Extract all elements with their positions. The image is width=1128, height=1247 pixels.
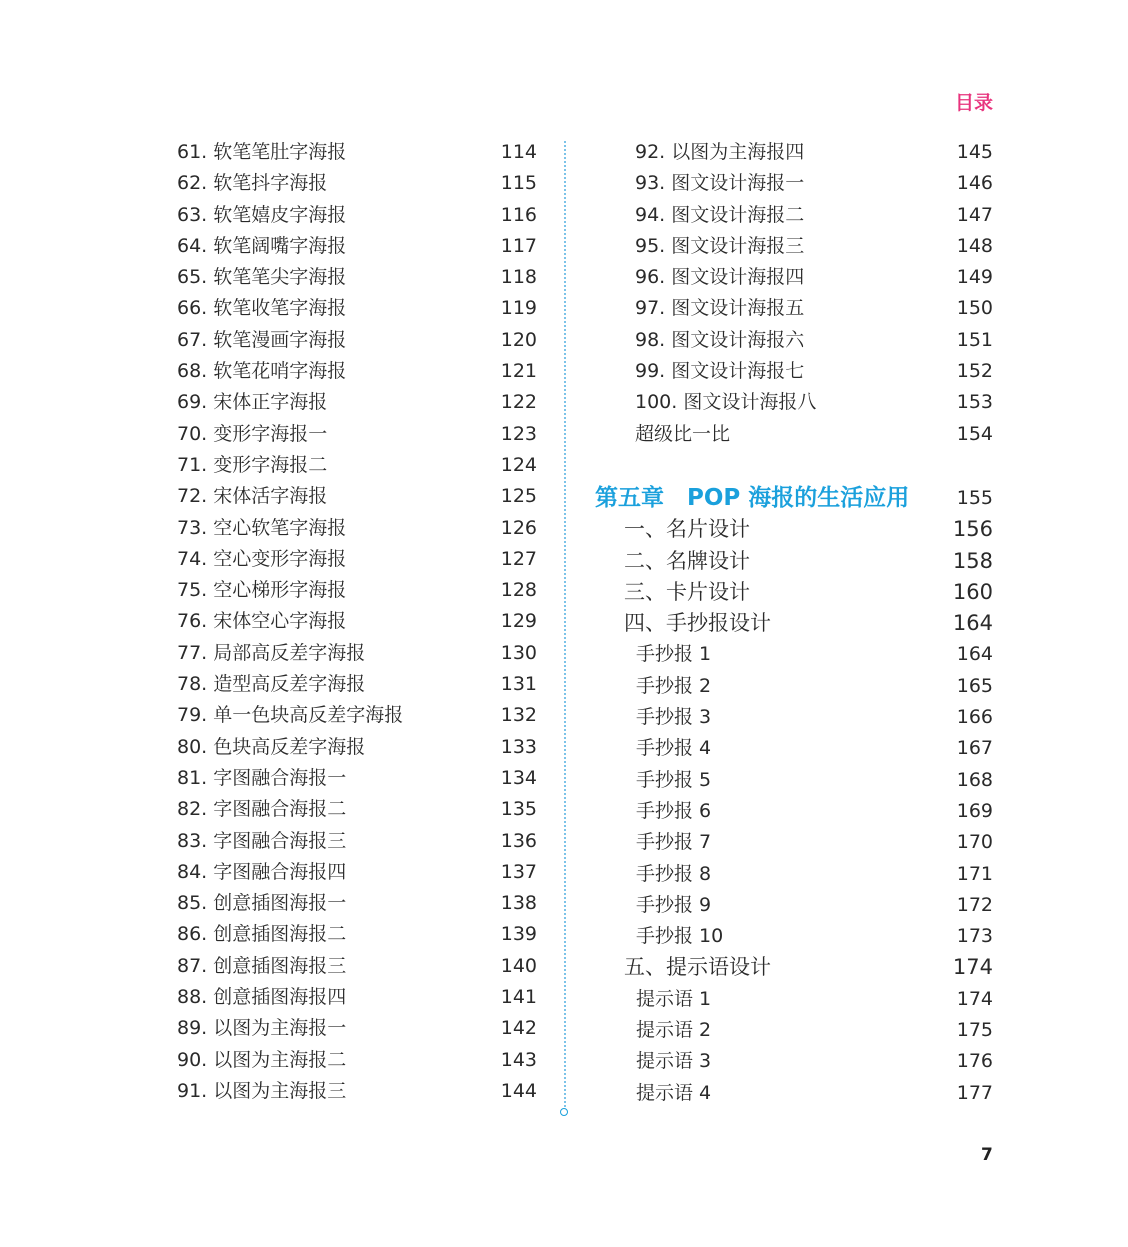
toc-entry-title: 75. 空心梯形字海报 bbox=[177, 579, 347, 602]
toc-entry-page: 169 bbox=[956, 799, 993, 822]
toc-entry-page: 114 bbox=[500, 141, 537, 163]
toc-subentry[interactable] bbox=[595, 859, 993, 890]
toc-entry[interactable] bbox=[177, 481, 537, 512]
toc-entry[interactable] bbox=[177, 513, 537, 544]
toc-subentry[interactable] bbox=[595, 984, 993, 1015]
toc-entry[interactable] bbox=[595, 168, 993, 199]
toc-entry-page: 147 bbox=[956, 203, 993, 226]
toc-entry[interactable] bbox=[595, 262, 993, 293]
column-divider bbox=[564, 141, 566, 1107]
toc-entry-page: 164 bbox=[952, 611, 993, 636]
toc-entry[interactable] bbox=[177, 387, 537, 418]
toc-entry-page: 144 bbox=[500, 1079, 537, 1102]
toc-entry-title: 69. 宋体正字海报 bbox=[177, 391, 328, 414]
toc-entry-title: 78. 造型高反差字海报 bbox=[177, 673, 366, 696]
toc-entry-title: 96. 图文设计海报四 bbox=[635, 266, 805, 289]
toc-subentry[interactable] bbox=[595, 702, 993, 733]
toc-entry-title: 四、手抄报设计 bbox=[624, 611, 771, 636]
toc-entry-page: 168 bbox=[956, 768, 993, 791]
toc-entry-page: 134 bbox=[500, 766, 537, 789]
toc-entry-page: 155 bbox=[956, 486, 993, 509]
toc-entry[interactable] bbox=[177, 794, 537, 825]
toc-entry-title: 第五章 POP 海报的生活应用 bbox=[595, 484, 910, 511]
toc-entry-title: 93. 图文设计海报一 bbox=[635, 172, 805, 195]
toc-entry-page: 150 bbox=[956, 297, 993, 320]
toc-entry-page: 125 bbox=[500, 485, 537, 508]
toc-entry-title: 80. 色块高反差字海报 bbox=[177, 735, 366, 758]
toc-section[interactable] bbox=[595, 952, 993, 983]
toc-entry-page: 153 bbox=[956, 391, 993, 414]
toc-entry[interactable] bbox=[177, 200, 537, 231]
toc-entry-page: 170 bbox=[956, 831, 993, 854]
toc-entry-title: 89. 以图为主海报一 bbox=[177, 1017, 347, 1040]
toc-entry[interactable] bbox=[177, 1045, 537, 1076]
toc-entry[interactable] bbox=[595, 231, 993, 262]
toc-entry-page: 177 bbox=[956, 1081, 993, 1104]
toc-entry-page: 117 bbox=[500, 234, 537, 257]
toc-entry-title: 85. 创意插图海报一 bbox=[177, 892, 347, 915]
toc-entry-title: 100. 图文设计海报八 bbox=[635, 391, 817, 414]
toc-section[interactable] bbox=[595, 514, 993, 545]
toc-entry-page: 135 bbox=[500, 798, 537, 821]
toc-entry-page: 136 bbox=[500, 829, 537, 852]
toc-entry-page: 165 bbox=[956, 674, 993, 697]
toc-subentry[interactable] bbox=[595, 1015, 993, 1046]
toc-entry-page: 124 bbox=[500, 453, 537, 476]
toc-entry-title: 手抄报 10 bbox=[636, 925, 724, 948]
toc-entry[interactable] bbox=[177, 763, 537, 794]
toc-entry[interactable] bbox=[595, 356, 993, 387]
toc-entry-page: 115 bbox=[500, 172, 537, 195]
toc-subentry[interactable] bbox=[595, 921, 993, 952]
toc-entry[interactable] bbox=[177, 857, 537, 888]
toc-section[interactable] bbox=[595, 546, 993, 577]
toc-entry-page: 122 bbox=[500, 391, 537, 414]
toc-entry[interactable] bbox=[177, 168, 537, 199]
toc-entry[interactable] bbox=[177, 356, 537, 387]
toc-section[interactable] bbox=[595, 608, 993, 639]
toc-entry-page: 156 bbox=[952, 517, 993, 542]
toc-subentry[interactable] bbox=[595, 733, 993, 764]
spacer bbox=[595, 450, 993, 483]
toc-entry-page: 143 bbox=[500, 1048, 537, 1071]
toc-entry-title: 87. 创意插图海报三 bbox=[177, 954, 347, 977]
toc-entry-page: 129 bbox=[500, 610, 537, 633]
toc-entry[interactable] bbox=[177, 951, 537, 982]
toc-entry[interactable] bbox=[177, 1076, 537, 1107]
toc-entry-title: 77. 局部高反差字海报 bbox=[177, 641, 366, 664]
toc-entry-page: 151 bbox=[956, 328, 993, 351]
toc-entry-page: 121 bbox=[500, 360, 537, 383]
toc-entry-page: 139 bbox=[500, 923, 537, 946]
toc-entry-title: 90. 以图为主海报二 bbox=[177, 1048, 347, 1071]
toc-entry-page: 174 bbox=[956, 987, 993, 1010]
toc-entry-title: 五、提示语设计 bbox=[624, 955, 771, 980]
toc-entry[interactable] bbox=[177, 450, 537, 481]
toc-entry-title: 手抄报 2 bbox=[636, 674, 712, 697]
toc-entry-title: 超级比一比 bbox=[635, 422, 731, 445]
toc-entry-page: 164 bbox=[956, 643, 993, 666]
toc-entry-title: 手抄报 6 bbox=[636, 799, 712, 822]
toc-entry-title: 79. 单一色块高反差字海报 bbox=[177, 704, 404, 727]
toc-entry-title: 95. 图文设计海报三 bbox=[635, 234, 805, 257]
toc-entry-title: 手抄报 9 bbox=[636, 893, 712, 916]
toc-entry-title: 68. 软笔花哨字海报 bbox=[177, 360, 347, 383]
toc-entry[interactable] bbox=[595, 293, 993, 324]
toc-entry-title: 65. 软笔笔尖字海报 bbox=[177, 266, 347, 289]
toc-entry[interactable] bbox=[177, 606, 537, 637]
toc-left-column bbox=[177, 137, 537, 1107]
toc-entry-page: 137 bbox=[500, 860, 537, 883]
toc-entry-title: 73. 空心软笔字海报 bbox=[177, 516, 347, 539]
toc-entry-page: 149 bbox=[956, 266, 993, 289]
toc-subentry[interactable] bbox=[595, 671, 993, 702]
toc-entry-page: 130 bbox=[500, 641, 537, 664]
toc-entry-title: 64. 软笔阔嘴字海报 bbox=[177, 234, 347, 257]
toc-entry-page: 132 bbox=[500, 704, 537, 727]
toc-entry[interactable] bbox=[595, 137, 993, 168]
toc-entry-page: 148 bbox=[956, 234, 993, 257]
toc-entry-page: 126 bbox=[500, 516, 537, 539]
toc-entry[interactable] bbox=[177, 826, 537, 857]
section-title: 目录 bbox=[955, 92, 994, 114]
toc-entry-page: 166 bbox=[956, 706, 993, 729]
toc-entry-page: 140 bbox=[500, 954, 537, 977]
toc-subentry[interactable] bbox=[595, 796, 993, 827]
toc-entry-page: 123 bbox=[500, 422, 537, 445]
chapter-heading[interactable] bbox=[595, 483, 993, 514]
divider-end-dot bbox=[560, 1108, 568, 1116]
toc-subentry[interactable] bbox=[595, 1046, 993, 1077]
toc-entry-title: 61. 软笔笔肚字海报 bbox=[177, 141, 347, 163]
toc-entry-title: 提示语 2 bbox=[636, 1019, 712, 1042]
toc-entry-title: 手抄报 8 bbox=[636, 862, 712, 885]
toc-entry-page: 174 bbox=[952, 955, 993, 980]
toc-entry-title: 手抄报 4 bbox=[636, 737, 712, 760]
toc-entry-title: 72. 宋体活字海报 bbox=[177, 485, 328, 508]
page-number: 7 bbox=[981, 1145, 993, 1165]
toc-right-column bbox=[595, 137, 993, 1109]
toc-entry-title: 63. 软笔嬉皮字海报 bbox=[177, 203, 347, 226]
toc-entry[interactable] bbox=[177, 262, 537, 293]
toc-entry-title: 92. 以图为主海报四 bbox=[635, 141, 805, 163]
toc-entry[interactable] bbox=[177, 982, 537, 1013]
toc-entry[interactable] bbox=[177, 1013, 537, 1044]
toc-entry-page: 145 bbox=[956, 141, 993, 163]
toc-entry-title: 76. 宋体空心字海报 bbox=[177, 610, 347, 633]
toc-entry-page: 128 bbox=[500, 579, 537, 602]
toc-entry-title: 一、名片设计 bbox=[624, 517, 750, 542]
toc-entry-title: 94. 图文设计海报二 bbox=[635, 203, 805, 226]
toc-entry-title: 66. 软笔收笔字海报 bbox=[177, 297, 347, 320]
toc-entry-title: 提示语 1 bbox=[636, 987, 712, 1010]
toc-subentry[interactable] bbox=[595, 1078, 993, 1109]
toc-entry[interactable] bbox=[595, 419, 993, 450]
toc-entry-title: 手抄报 3 bbox=[636, 706, 712, 729]
toc-entry[interactable] bbox=[177, 575, 537, 606]
toc-entry-page: 120 bbox=[500, 328, 537, 351]
toc-entry-title: 手抄报 1 bbox=[636, 643, 712, 666]
toc-entry[interactable] bbox=[177, 732, 537, 763]
toc-entry-title: 二、名牌设计 bbox=[624, 548, 750, 573]
toc-entry[interactable] bbox=[177, 638, 537, 669]
toc-entry[interactable] bbox=[177, 137, 537, 168]
toc-entry-title: 98. 图文设计海报六 bbox=[635, 328, 805, 351]
toc-subentry[interactable] bbox=[595, 890, 993, 921]
toc-entry-page: 173 bbox=[956, 925, 993, 948]
toc-entry-page: 138 bbox=[500, 892, 537, 915]
toc-entry-page: 142 bbox=[500, 1017, 537, 1040]
toc-entry-title: 手抄报 5 bbox=[636, 768, 712, 791]
toc-entry-title: 91. 以图为主海报三 bbox=[177, 1079, 347, 1102]
toc-entry-title: 三、卡片设计 bbox=[624, 579, 750, 604]
toc-entry-title: 67. 软笔漫画字海报 bbox=[177, 328, 347, 351]
toc-entry-title: 提示语 3 bbox=[636, 1050, 712, 1073]
toc-entry-title: 86. 创意插图海报二 bbox=[177, 923, 347, 946]
toc-entry[interactable] bbox=[177, 669, 537, 700]
toc-entry[interactable] bbox=[177, 919, 537, 950]
toc-entry-page: 158 bbox=[952, 548, 993, 573]
toc-entry-page: 118 bbox=[500, 266, 537, 289]
toc-entry-page: 131 bbox=[500, 673, 537, 696]
toc-entry-title: 71. 变形字海报二 bbox=[177, 453, 328, 476]
toc-entry-page: 175 bbox=[956, 1019, 993, 1042]
toc-entry-title: 97. 图文设计海报五 bbox=[635, 297, 805, 320]
toc-entry-page: 167 bbox=[956, 737, 993, 760]
toc-subentry[interactable] bbox=[595, 765, 993, 796]
toc-subentry[interactable] bbox=[595, 827, 993, 858]
toc-entry[interactable] bbox=[177, 293, 537, 324]
toc-section[interactable] bbox=[595, 577, 993, 608]
toc-entry-title: 手抄报 7 bbox=[636, 831, 712, 854]
toc-entry[interactable] bbox=[595, 325, 993, 356]
toc-entry-title: 99. 图文设计海报七 bbox=[635, 360, 805, 383]
toc-entry-title: 提示语 4 bbox=[636, 1081, 712, 1104]
toc-entry-page: 127 bbox=[500, 547, 537, 570]
toc-entry-title: 81. 字图融合海报一 bbox=[177, 766, 347, 789]
toc-entry-page: 116 bbox=[500, 203, 537, 226]
toc-entry-title: 74. 空心变形字海报 bbox=[177, 547, 347, 570]
toc-entry-page: 141 bbox=[500, 986, 537, 1009]
toc-entry[interactable] bbox=[177, 544, 537, 575]
toc-entry-page: 152 bbox=[956, 360, 993, 383]
toc-entry-page: 172 bbox=[956, 893, 993, 916]
toc-entry[interactable] bbox=[177, 888, 537, 919]
toc-entry-title: 70. 变形字海报一 bbox=[177, 422, 328, 445]
toc-entry-page: 154 bbox=[956, 422, 993, 445]
toc-entry-page: 176 bbox=[956, 1050, 993, 1073]
toc-entry[interactable] bbox=[595, 200, 993, 231]
toc-subentry[interactable] bbox=[595, 639, 993, 670]
toc-entry-title: 82. 字图融合海报二 bbox=[177, 798, 347, 821]
toc-entry[interactable] bbox=[177, 325, 537, 356]
toc-entry-title: 88. 创意插图海报四 bbox=[177, 986, 347, 1009]
toc-entry[interactable] bbox=[595, 387, 993, 418]
toc-entry-title: 84. 字图融合海报四 bbox=[177, 860, 347, 883]
toc-entry-page: 171 bbox=[956, 862, 993, 885]
toc-entry[interactable] bbox=[177, 700, 537, 731]
toc-entry-page: 160 bbox=[952, 579, 993, 604]
toc-entry[interactable] bbox=[177, 419, 537, 450]
toc-entry-page: 146 bbox=[956, 172, 993, 195]
toc-entry-title: 62. 软笔抖字海报 bbox=[177, 172, 328, 195]
toc-entry-title: 83. 字图融合海报三 bbox=[177, 829, 347, 852]
toc-entry[interactable] bbox=[177, 231, 537, 262]
toc-entry-page: 133 bbox=[500, 735, 537, 758]
toc-entry-page: 119 bbox=[500, 297, 537, 320]
